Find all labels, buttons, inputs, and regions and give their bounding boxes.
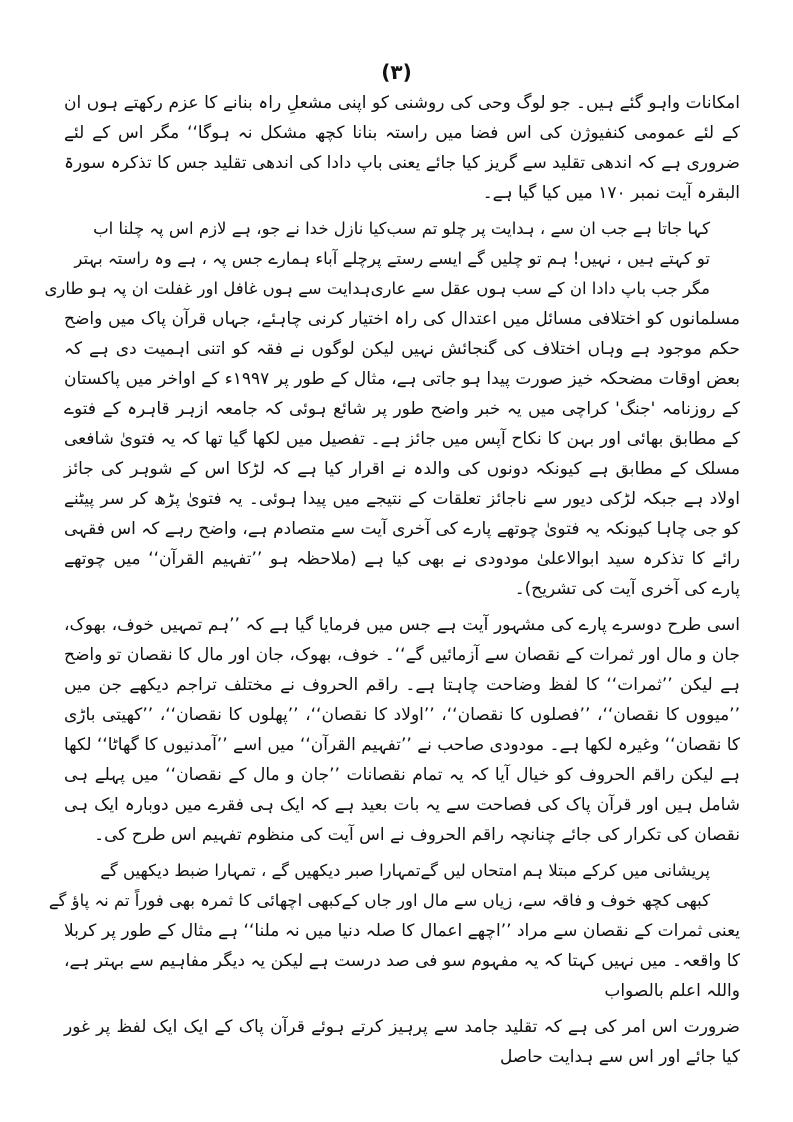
- verse-hemistich-right: مگر جب باپ دادا ان کے سب ہوں عقل سے عاری: [370, 279, 710, 298]
- paragraph-meaning: یعنی ثمرات کے نقصان سے مراد ’’اچھے اعمال کا صلہ دنیا میں نہ ملنا‘‘ ہے مثال کے طور پر کربلا کا واقعہ۔ میں نہیں کہتا کہ یہ مفہوم سو فی صد درست ہے لیکن یہ دیگر مفاہیم سے بہتر ہے، واللہ اعلم بالصواب: [64, 921, 740, 1001]
- verse-hemistich-left: کیا نازل خدا نے جو، ہے لازم اس پہ چلنا اب: [93, 219, 387, 238]
- verse-hemistich-left: تمہارا صبر دیکھیں گے ، تمہارا ضبط دیکھیں گے: [100, 861, 421, 880]
- verse-hemistich-left: چلے آباء ہمارے جس پہ ، ہے وہ راستہ بہتر: [74, 249, 368, 268]
- verse-line: [100, 856, 710, 886]
- verse-hemistich-right: تو کہتے ہیں ، نہیں! ہم تو چلیں گے ایسے رستے پر: [367, 249, 710, 268]
- page-number: (۳): [381, 60, 412, 84]
- paragraph-samaraat: اسی طرح دوسرے پارے کی مشہور آیت ہے جس میں فرمایا گیا ہے کہ ’’ہم تمہیں خوف، بھوک، جان و مال اور ثمرات کے نقصان سے آزمائیں گے‘‘۔ خوف، بھوک، جان اور مال کا نقصان تو واضح ہے لیکن ’’ثمرات‘‘ کا لفظ وضاحت چاہتا ہے۔ راقم الحروف نے مختلف تراجم دیکھے جن میں ’’میووں کا نقصان‘‘، ’’فصلوں کا نقصان‘‘، ’’اولاد کا نقصان‘‘، ’’پھلوں کا نقصان‘‘، ’’کھیتی باڑی کا نقصان‘‘ وغیرہ لکھا ہے۔ مودودی صاحب نے ’’تفہیم القرآن‘‘ میں اسے ’’آمدنیوں کا گھاٹا‘‘ لکھا ہے لیکن راقم الحروف کو خیال آیا کہ یہ تمام نقصانات ’’جان و مال کے نقصان‘‘ میں پہلے ہی شامل ہیں اور قرآن پاک کی فصاحت سے یہ بات بعید ہے کہ ایک ہی فقرے میں دوبارہ ایک ہی نقصان کی تکرار کی جائے چنانچہ راقم الحروف نے اس آیت کی منظوم تفہیم اس طرح کی۔: [64, 615, 740, 845]
- verse-hemistich-left: ہدایت سے ہوں غافل اور غفلت ان پہ ہو طاری: [44, 279, 371, 298]
- verse-line: [48, 886, 710, 916]
- verse-line: [93, 214, 710, 244]
- verse-line: [44, 274, 710, 304]
- paragraph-conclusion: ضرورت اس امر کی ہے کہ تقلید جامد سے پرہیز کرتے ہوئے قرآن پاک کے ایک ایک لفظ پر غور کیا جائے اور اس سے ہدایت حاصل: [64, 1017, 740, 1067]
- page-body: [44, 88, 740, 1078]
- verse-hemistich-right: کہا جاتا ہے جب ان سے ، ہدایت پر چلو تم سب: [386, 219, 710, 238]
- paragraph-intro: امکانات واہو گئے ہیں۔ جو لوگ وحی کی روشنی کو اپنی مشعلِ راہ بنانے کا عزم رکھتے ہوں ان کے لئے عمومی کنفیوژن کی اس فضا میں راستہ بنانا کچھ مشکل نہ ہوگا‘‘ مگر اس کے لئے ضروری ہے کہ اندھی تقلید سے گریز کیا جائے یعنی باپ دادا کی اندھی تقلید جس کا تذکرہ سورۃ البقرہ آیت نمبر ۱۷۰ میں کیا گیا ہے۔: [64, 93, 740, 203]
- verse-hemistich-right: پریشانی میں کرکے مبتلا ہم امتحاں لیں گے: [420, 861, 710, 880]
- verse-block-1: [44, 214, 740, 304]
- verse-line: [74, 244, 710, 274]
- paragraph-fatwa: مسلمانوں کو اختلافی مسائل میں اعتدال کی راہ اختیار کرنی چاہئے، جہاں قرآن پاک میں واضح حکم موجود ہے وہاں اختلاف کی گنجائش نہیں لیکن لوگوں نے فقہ کو اتنی اہمیت دی ہے کہ بعض اوقات مضحکہ خیز صورت پیدا ہو جاتی ہے، مثال کے طور پر ۱۹۹۷ء کے اواخر میں پاکستان کے روزنامہ 'جنگ' کراچی میں یہ خبر واضح طور پر شائع ہوئی کہ جامعہ ازہر قاہرہ کے فتوے کے مطابق بھائی اور بہن کا نکاح آپس میں جائز ہے۔ تفصیل میں لکھا گیا تھا کہ یہ فتویٰ شافعی مسلک کے مطابق ہے کیونکہ دونوں کی والدہ نے اقرار کیا ہے کہ لڑکا اس کے شوہر کی جائز اولاد ہے جبکہ لڑکی دیور سے ناجائز تعلقات کے نتیجے میں پیدا ہوئی۔ یہ فتویٰ پڑھ کر سر پیٹنے کو جی چاہا کیونکہ یہ فتویٰ چوتھے پارے کی آخری آیت سے متصادم ہے، واضح رہے کہ اس فقہی رائے کا تذکرہ سید ابوالاعلیٰ مودودی نے بھی کیا ہے (ملاحظہ ہو ’’تفہیم القرآن‘‘ میں چوتھے پارے کی آخری آیت کی تشریح)۔: [64, 309, 740, 599]
- verse-hemistich-left: کبھی اچھائی کا ثمرہ بھی فوراً تم نہ پاؤ گے: [48, 891, 342, 910]
- verse-hemistich-right: کبھی کچھ خوف و فاقہ سے، زیاں سے مال اور جاں کے: [341, 891, 710, 910]
- verse-block-2: [48, 856, 740, 916]
